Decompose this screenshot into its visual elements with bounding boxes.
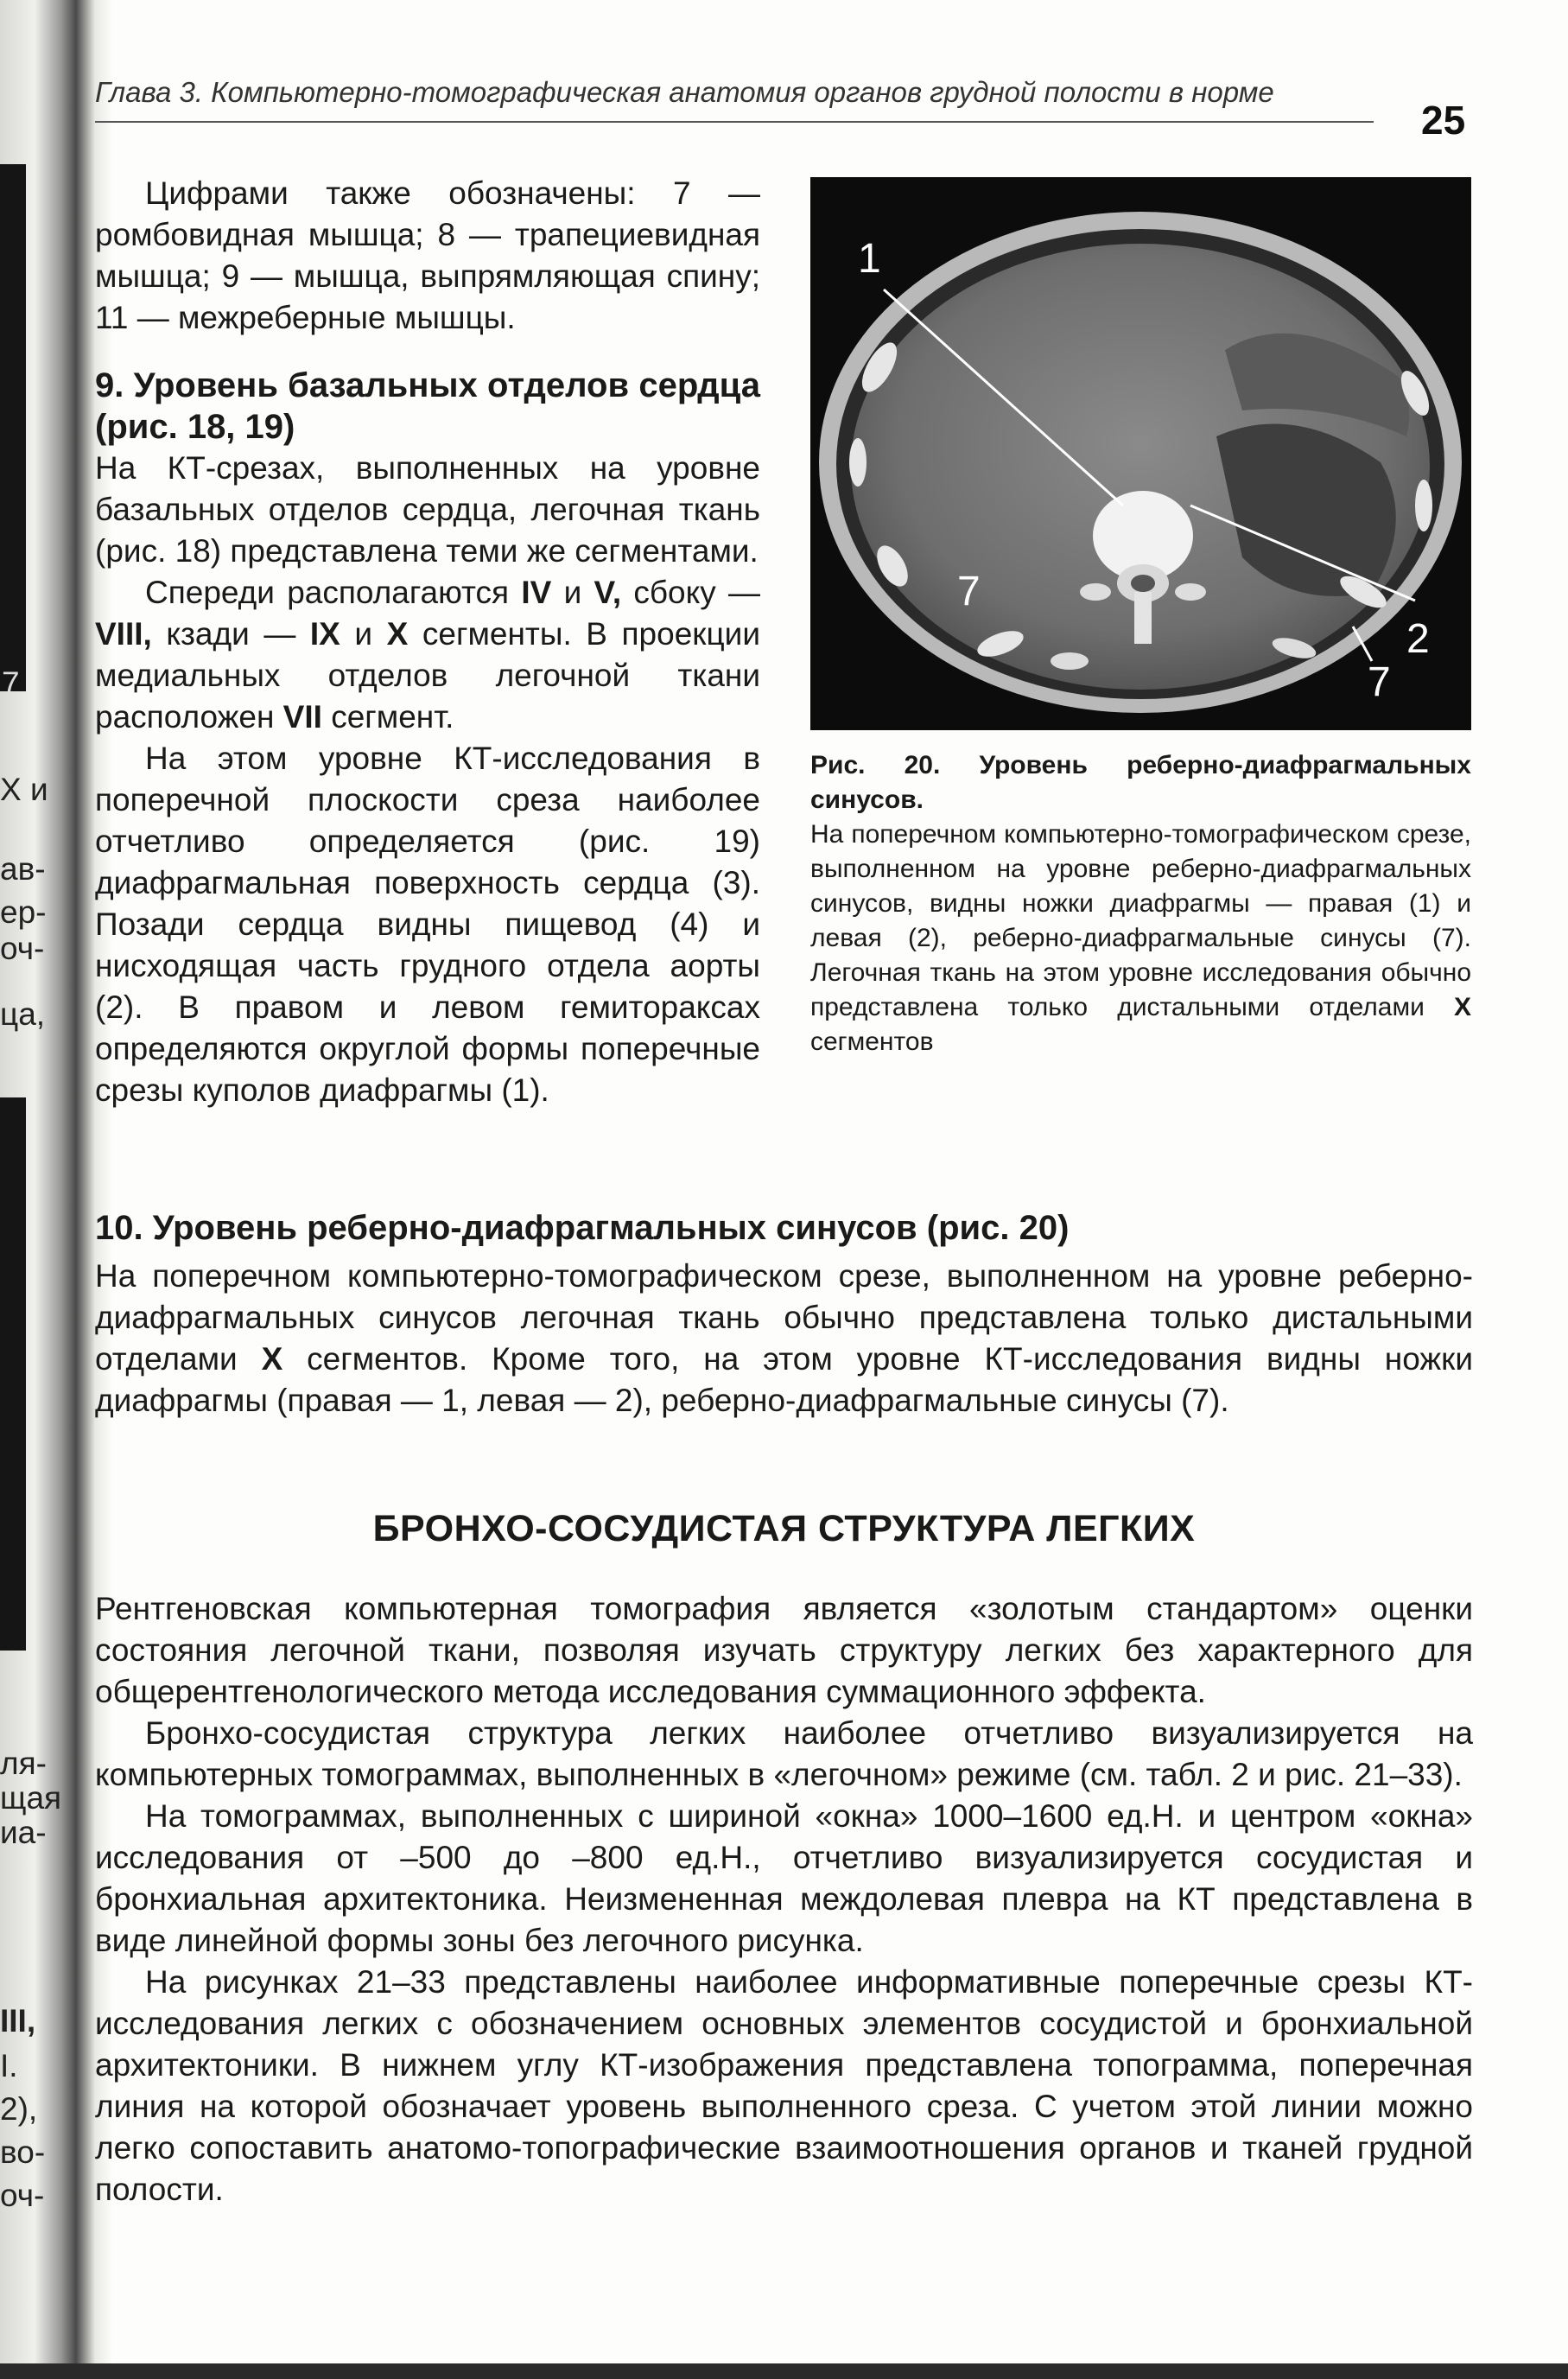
left-page-fragment: во- [0,2134,46,2170]
ct-label-7-left: 7 [1368,659,1391,705]
left-column [95,173,760,1111]
chapter-section-heading: БРОНХО-СОСУДИСТАЯ СТРУКТУРА ЛЕГКИХ [372,1508,1196,1549]
paragraph: На рисунках 21–33 представлены наиболее информативные поперечные срезы КТ-исследования легких с обозначением основных элементов сосудистой и бронхиальной архитектоники. В нижнем углу КТ-изображения представлена топограмма, поперечная линия на которой обозначает уровень выполненного среза. С учетом этой линии можно легко сопоставить анатомо-топографические взаимоотношения органов и тканей грудной полости. [95,1964,1473,2207]
left-page-fragment: III, [0,2003,36,2039]
bronchovascular-section [95,1588,1473,2210]
paragraph: На КТ-срезах, выполненных на уровне базальных отделов сердца, легочная ткань (рис. 18) представлена теми же сегментами. [95,450,760,569]
page-number: 25 [1421,98,1466,143]
ct-scan-image [810,177,1471,730]
ct-label-2: 2 [1406,616,1430,662]
paragraph: Цифрами также обозначены: 7 — ромбовидная мышца; 8 — трапециевидная мышца; 9 — мышца, выпрямляющая спину; 11 — межреберные мышцы. [95,175,760,335]
paragraph-segments: Спереди располагаются IV и V, сбоку — VIII, кзади — IX и X сегменты. В проекции медиальных отделов легочной ткани расположен VII сегмент. [95,575,760,735]
paragraph: Бронхо-сосудистая структура легких наиболее отчетливо визуализируется на компьютерных томограммах, выполненных в «легочном» режиме (см. табл. 2 и рис. 21–33). [95,1715,1473,1792]
left-page-fragment: 7 [2,665,20,701]
left-page-image-bottom [0,1097,26,1651]
left-page-fragment: I. [0,2048,18,2083]
section-10 [95,1205,1473,1422]
paragraph: На поперечном компьютерно-томографическом срезе, выполненном на уровне реберно-диафрагмальных синусов легочная ткань обычно представлена только дистальными отделами X сегментов. Кроме того, на этом уровне КТ-исследования видны ножки диафрагмы (правая — 1, левая — 2), реберно-диафрагмальные синусы (7). [95,1258,1473,1418]
running-header: Глава 3. Компьютерно-томографическая анатомия органов грудной полости в норме [95,76,1274,108]
section-heading-10: 10. Уровень реберно-диафрагмальных синусов (рис. 20) [95,1209,1070,1247]
ct-label-1: 1 [858,236,881,282]
left-page-fragment: ля- [0,1746,47,1781]
left-page-fragment: щая [0,1780,62,1816]
left-page-fragment: ав- [0,851,46,887]
figure-caption [810,748,1471,1059]
scan-bottom-edge [0,2363,1568,2379]
left-page-fragment: X и [0,772,48,807]
ct-scan-figure [810,177,1471,730]
left-page-fragment: оч- [0,931,45,966]
ct-label-7-right: 7 [957,569,981,614]
left-page-fragment: оч- [0,2178,45,2213]
paragraph: Рентгеновская компьютерная томография является «золотым стандартом» оценки состояния легочной ткани, позволяя изучать структуру легких без характерного для общерентгенологического метода исследования суммационного эффекта. [95,1591,1473,1709]
left-page-fragment: иа- [0,1815,47,1850]
left-page-fragment: ер- [0,894,47,930]
caption-segment: X [1453,993,1471,1021]
left-page-fragment: 2), [0,2091,38,2127]
caption-text: На поперечном компьютерно-томографическом срезе, выполненном на уровне реберно-диафрагмальных синусов, видны ножки диафрагмы — правая (1) и левая (2), реберно-диафрагмальные синусы (7). Легочная ткань на этом уровне исследования обычно представлена только дистальными отделами [810,820,1471,1021]
caption-title: Рис. 20. Уровень реберно-диафрагмальных синусов. [810,751,1471,814]
paragraph: На этом уровне КТ-исследования в поперечной плоскости среза наиболее отчетливо определяется (рис. 19) диафрагмальная поверхность сердца (3). Позади сердца видны пищевод (4) и нисходящая часть грудного отдела аорты (2). В правом и левом гемитораксах определяются округлой формы поперечные срезы куполов диафрагмы (1). [95,741,760,1108]
section-heading-9: 9. Уровень базальных отделов сердца (рис. 18, 19) [95,366,760,446]
left-page-fragment: ца, [0,996,46,1032]
left-page-image-top [0,164,26,691]
paragraph: На томограммах, выполненных с шириной «окна» 1000–1600 ед.Н. и центром «окна» исследования от –500 до –800 ед.Н., отчетливо визуализируется сосудистая и бронхиальная архитектоника. Неизмененная междолевая плевра на КТ представлена в виде линейной формы зоны без легочного рисунка. [95,1798,1473,1958]
caption-text-end: сегментов [810,1027,934,1056]
header-rule [95,121,1374,123]
